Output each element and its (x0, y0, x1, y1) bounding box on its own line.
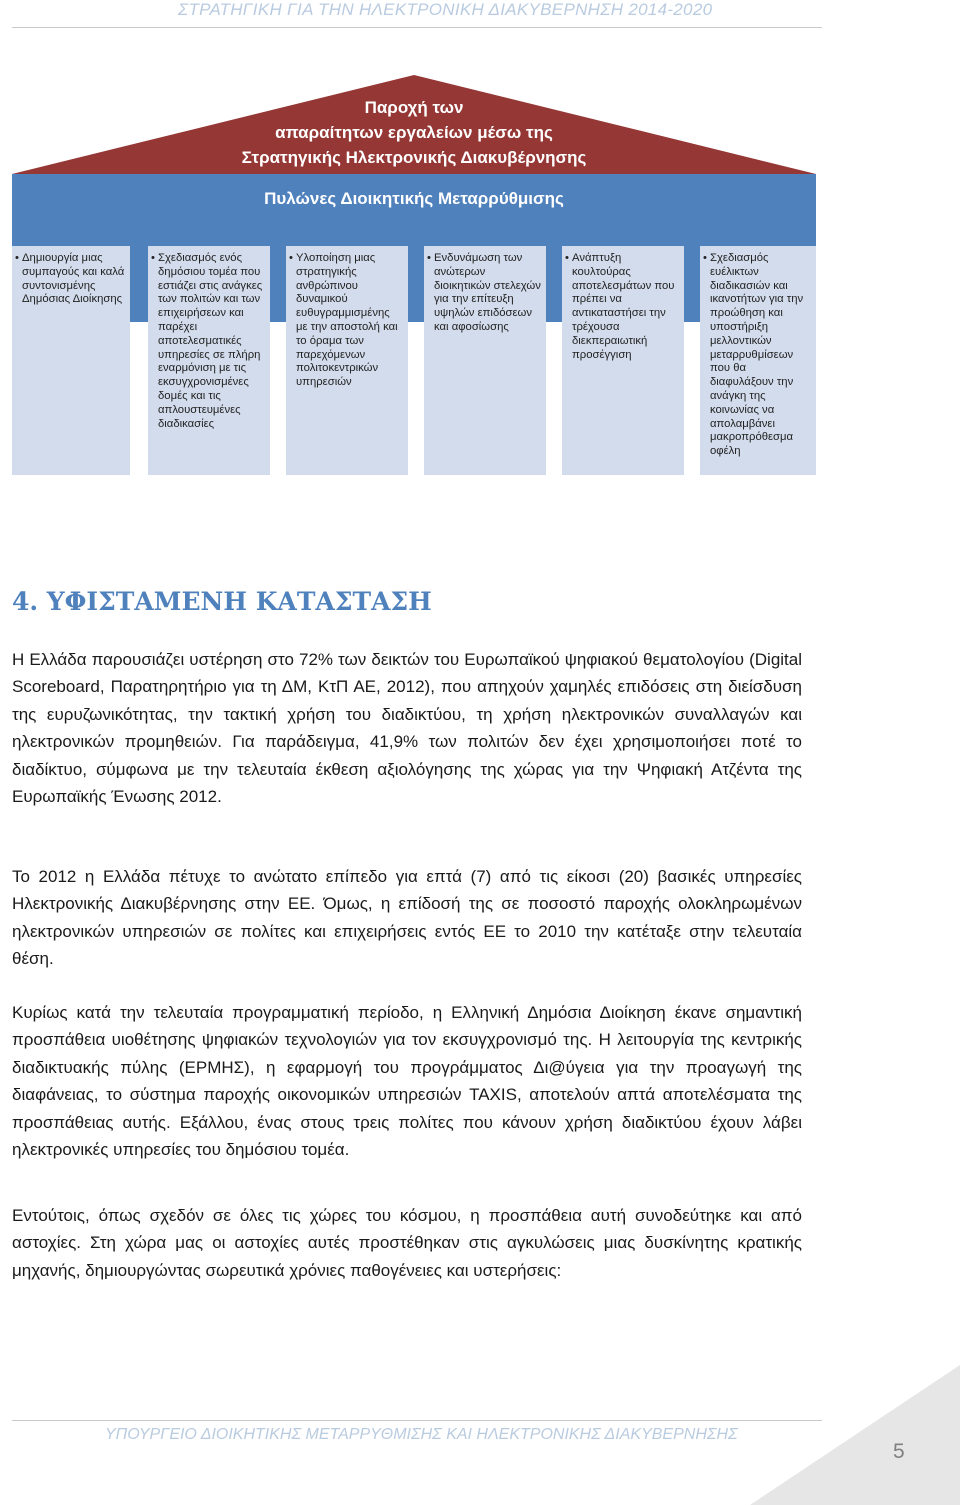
running-header: ΣΤΡΑΤΗΓΙΚΗ ΓΙΑ ΤΗΝ ΗΛΕΚΤΡΟΝΙΚΗ ΔΙΑΚΥΒΕΡΝΗΣΗ 2014-2020 (178, 0, 713, 19)
bullet-icon: • (565, 252, 569, 264)
pillar-2 (148, 246, 270, 475)
pillar-text: Σχεδιασμός ενός δημόσιου τομέα που εστιάζει στις ανάγκες των πολιτών και των επιχειρήσεων και παρέχει αποτελεσματικές υπηρεσίες σε πλήρη εναρμόνιση με τις εκσυγχρονισμένες δομές και τις απλουστευμένες διαδικασίες (158, 252, 263, 430)
pillar-text: Σχεδιασμός ευέλικτων διαδικασιών και ικανοτήτων για την προώθηση και υποστήριξη μελλοντικών μεταρρυθμίσεων που θα διαφυλάξουν την ανάγκη της κοινωνίας να απολαμβάνει μακροπρόθεσμα οφέλη (710, 252, 804, 458)
pillar-6 (700, 246, 816, 475)
footer-ministry: ΥΠΟΥΡΓΕΙΟ ΔΙΟΙΚΗΤΙΚΗΣ ΜΕΤΑΡΡΥΘΜΙΣΗΣ ΚΑΙ ΗΛΕΚΤΡΟΝΙΚΗΣ ΔΙΑΚΥΒΕΡΝΗΣΗΣ (105, 1426, 738, 1443)
pillar-4 (424, 246, 546, 475)
bullet-icon: • (15, 252, 19, 264)
bullet-icon: • (427, 252, 431, 264)
paragraph-2: Το 2012 η Ελλάδα πέτυχε το ανώτατο επίπεδο για επτά (7) από τις είκοσι (20) βασικές υπηρεσίες Ηλεκτρονικής Διακυβέρνησης στην ΕΕ. Όμως, η επίδοσή της σε ποσοστό παροχής ολοκληρωμένων ηλεκτρονικών υπηρεσιών σε πολίτες και επιχειρήσεις εντός ΕΕ το 2010 την κατέταξε στην τελευταία θέση. (12, 867, 802, 969)
diagram-beam (12, 174, 816, 322)
roof-line: Στρατηγικής Ηλεκτρονικής Διακυβέρνησης (241, 148, 587, 167)
roof-line: Παροχή των (364, 98, 464, 117)
paragraph-1: Η Ελλάδα παρουσιάζει υστέρηση στο 72% των δεικτών του Ευρωπαϊκού ψηφιακού θεματολογίου (Digital Scoreboard, Παρατηρητήριο για τη ΔΜ, ΚτΠ ΑΕ, 2012), που απηχούν χαμηλές επιδόσεις στη διείσδυση της ευρυζωνικότητας, την τακτική χρήση του διαδικτύου, τη χρήση ηλεκτρονικών συναλλαγών και ηλεκτρονικών προμηθειών. Για παράδειγμα, 41,9% των πολιτών δεν έχει χρησιμοποιήσει ποτέ το διαδίκτυο, σύμφωνα με την τελευταία έκθεση αξιολόγησης της χώρας για την Ψηφιακή Ατζέντα της Ευρωπαϊκής Ένωσης 2012. (12, 650, 802, 807)
page-corner-decoration (750, 1365, 960, 1505)
beam-title: Πυλώνες Διοικητικής Μεταρρύθμισης (264, 189, 564, 208)
section-heading: 4. ΥΦΙΣΤΑΜΕΝΗ ΚΑΤΑΣΤΑΣΗ (12, 587, 432, 616)
paragraph-3: Κυρίως κατά την τελευταία προγραμματική περίοδο, η Ελληνική Δημόσια Διοίκηση έκανε σημαντική προσπάθεια υιοθέτησης ψηφιακών τεχνολογιών για τον εκσυγχρονισμό της. Η λειτουργία της κεντρικής διαδικτυακής πύλης (ΕΡΜΗΣ), η εφαρμογή του προγράμματος Δι@ύγεια για την προαγωγή της διαφάνειας, το σύστημα παροχής οικονομικών υπηρεσιών TAXIS, αποτελούν απτά αποτελέσματα της προσπάθειας αυτής. Εξάλλου, ένας στους τρεις πολίτες που κάνουν χρήση διαδικτύου έχουν λάβει ηλεκτρονικές υπηρεσίες του δημόσιου τομέα. (12, 1003, 802, 1160)
paragraph-4: Εντούτοις, όπως σχεδόν σε όλες τις χώρες του κόσμου, η προσπάθεια αυτή συνοδεύτηκε και από αστοχίες. Στη χώρα μας οι αστοχίες αυτές προστέθηκαν στις αγκυλώσεις μιας δυσκίνητης κρατικής μηχανής, δημιουργώντας σωρευτικά χρόνιες παθογένειες και υστερήσεις: (12, 1206, 802, 1280)
pillar-text: Υλοποίηση μιας στρατηγικής ανθρώπινου δυναμικού ευθυγραμμισμένης με την αποστολή και το όραμα των παρεχόμενων πολιτοκεντρικών υπηρεσιών (296, 252, 398, 389)
bullet-icon: • (289, 252, 293, 264)
pillar-text: Ανάπτυξη κουλτούρας αποτελεσμάτων που πρέπει να αντικαταστήσει την τρέχουσα διεκπεραιωτική προσέγγιση (572, 252, 675, 361)
pillar-5 (562, 246, 684, 475)
pillar-3 (286, 246, 408, 475)
pillar-1 (12, 246, 130, 475)
bullet-icon: • (151, 252, 155, 264)
pillars-diagram (12, 75, 816, 475)
page-number: 5 (893, 1440, 905, 1463)
roof-title (162, 95, 666, 170)
pillar-text: Δημιουργία μιας συμπαγούς και καλά συντονισμένης Δημόσιας Διοίκησης (22, 252, 125, 306)
pillar-text: Ενδυνάμωση των ανώτερων διοικητικών στελεχών για την επίτευξη υψηλών επιδόσεων και αφοσίωσης (434, 252, 541, 333)
bullet-icon: • (703, 252, 707, 264)
roof-line: απαραίτητων εργαλείων μέσω της (275, 123, 553, 142)
header-divider (12, 27, 822, 28)
footer-divider (12, 1420, 822, 1421)
